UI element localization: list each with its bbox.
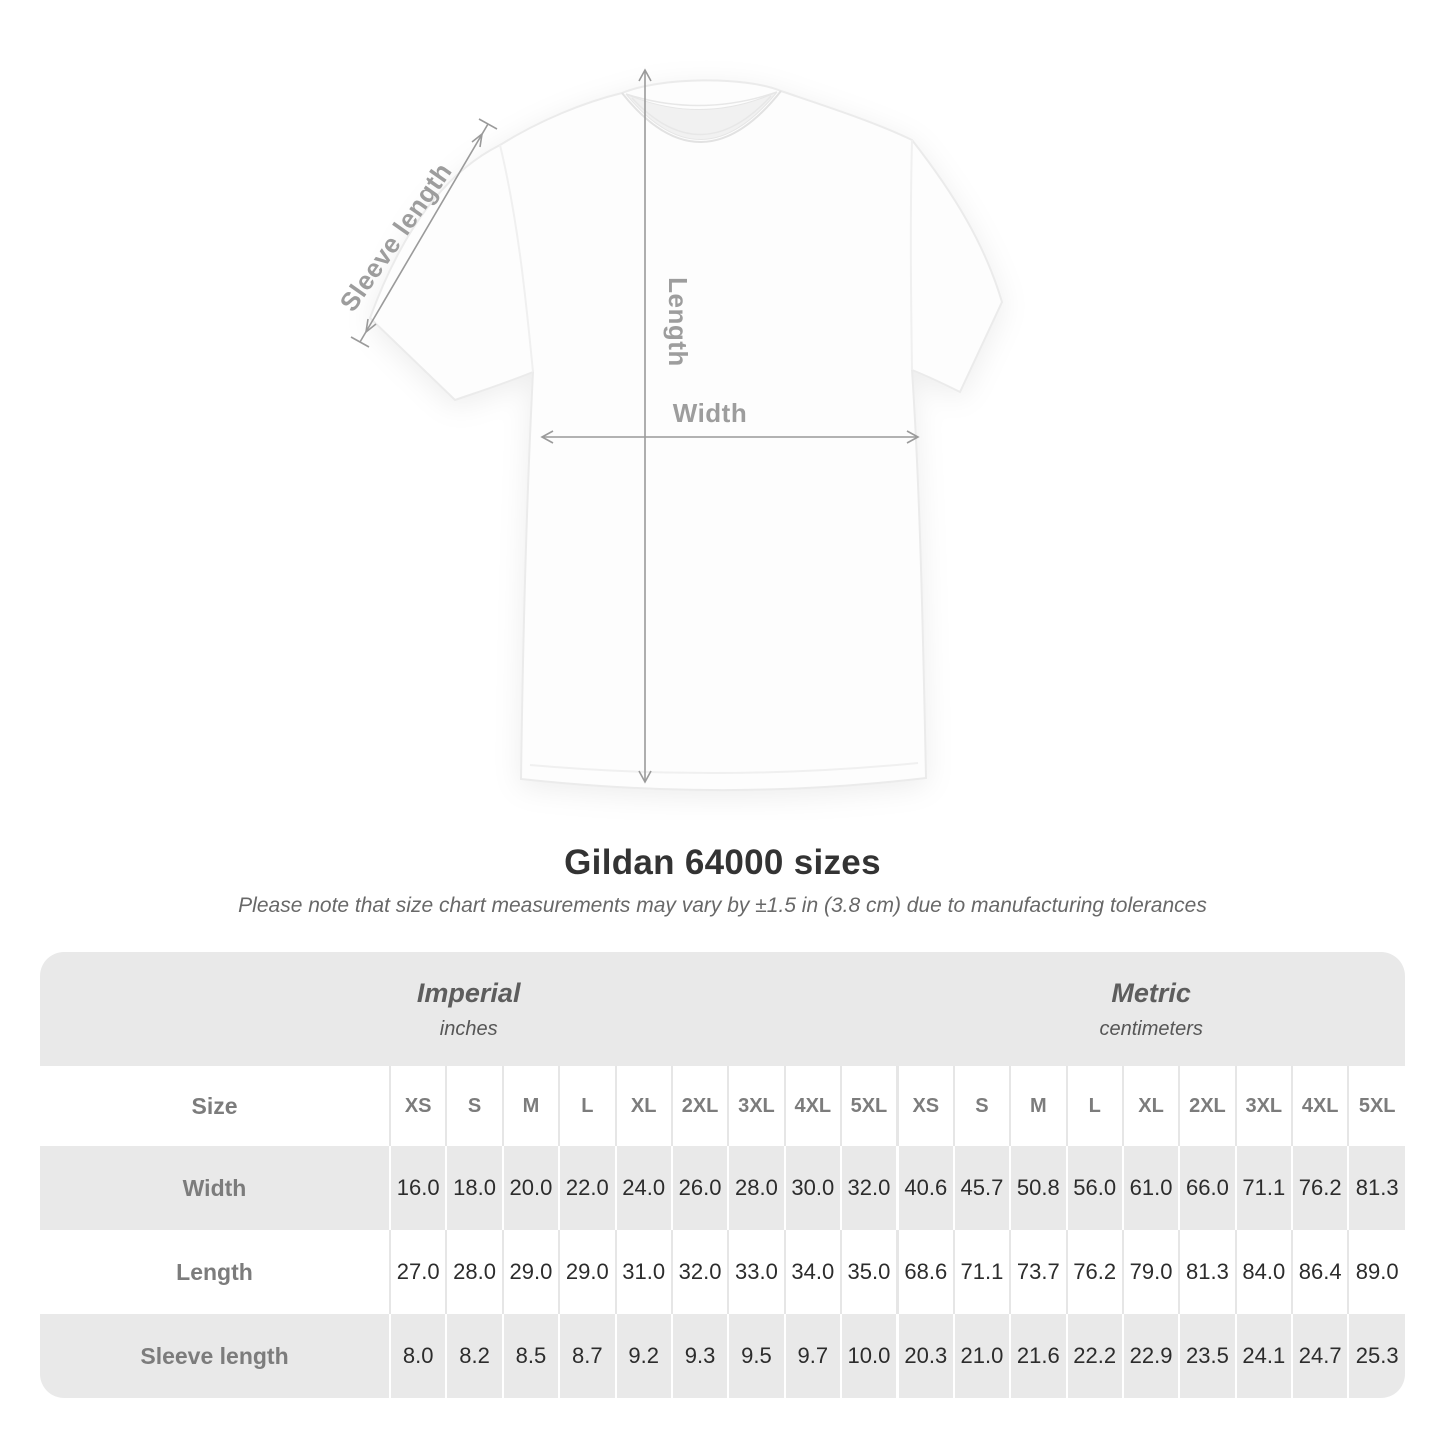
- table-cell: 45.7: [954, 1146, 1010, 1230]
- table-cell: 71.1: [954, 1230, 1010, 1314]
- table-cell: 27.0: [390, 1230, 446, 1314]
- unit-group-metric: [897, 952, 1405, 1066]
- size-table-grid: [40, 952, 1405, 1398]
- table-cell: 18.0: [446, 1146, 502, 1230]
- table-cell: 31.0: [616, 1230, 672, 1314]
- imperial-sublabel: inches: [439, 1017, 498, 1040]
- table-cell: 22.9: [1123, 1314, 1179, 1398]
- size-header-row: [40, 1066, 1405, 1146]
- unit-group-imperial: [40, 952, 897, 1066]
- table-cell: 29.0: [503, 1230, 559, 1314]
- metric-sublabel: centimeters: [1099, 1017, 1203, 1040]
- table-cell: 9.5: [728, 1314, 784, 1398]
- page-subtitle: Please note that size chart measurements may vary by ±1.5 in (3.8 cm) due to manufacturing tolerances: [238, 894, 1207, 917]
- size-header-cell: Size: [40, 1066, 390, 1146]
- table-cell: 89.0: [1348, 1230, 1405, 1314]
- table-cell: 24.1: [1236, 1314, 1292, 1398]
- length-label: Length: [663, 277, 693, 367]
- row-label: Sleeve length: [40, 1314, 390, 1398]
- table-cell: 8.5: [503, 1314, 559, 1398]
- table-cell: 9.2: [616, 1314, 672, 1398]
- table-cell: 28.0: [728, 1146, 784, 1230]
- table-cell: 20.0: [503, 1146, 559, 1230]
- size-col-header: S: [446, 1066, 502, 1146]
- table-cell: 16.0: [390, 1146, 446, 1230]
- page-title: Gildan 64000 sizes: [564, 843, 881, 882]
- table-cell: 76.2: [1067, 1230, 1123, 1314]
- right-sleeve-seam: [911, 140, 912, 370]
- table-row-sleeve-length: [40, 1314, 1405, 1398]
- imperial-label: Imperial: [416, 977, 521, 1008]
- table-cell: 8.7: [559, 1314, 615, 1398]
- size-col-header: 2XL: [1179, 1066, 1235, 1146]
- table-cell: 8.2: [446, 1314, 502, 1398]
- size-col-header: 5XL: [1348, 1066, 1405, 1146]
- metric-label: Metric: [1111, 977, 1191, 1008]
- size-col-header: M: [503, 1066, 559, 1146]
- table-cell: 29.0: [559, 1230, 615, 1314]
- table-cell: 34.0: [785, 1230, 841, 1314]
- table-cell: 8.0: [390, 1314, 446, 1398]
- size-col-header: M: [1010, 1066, 1066, 1146]
- size-col-header: S: [954, 1066, 1010, 1146]
- size-col-header: XS: [897, 1066, 953, 1146]
- size-col-header: L: [559, 1066, 615, 1146]
- table-cell: 79.0: [1123, 1230, 1179, 1314]
- row-label: Width: [40, 1146, 390, 1230]
- table-cell: 24.0: [616, 1146, 672, 1230]
- table-cell: 68.6: [897, 1230, 953, 1314]
- table-cell: 84.0: [1236, 1230, 1292, 1314]
- table-cell: 40.6: [897, 1146, 953, 1230]
- table-cell: 35.0: [841, 1230, 897, 1314]
- table-cell: 22.0: [559, 1146, 615, 1230]
- sleeve-length-label: Sleeve length: [333, 156, 458, 317]
- size-col-header: XS: [390, 1066, 446, 1146]
- table-cell: 24.7: [1292, 1314, 1348, 1398]
- width-label: Width: [672, 398, 748, 428]
- table-cell: 32.0: [841, 1146, 897, 1230]
- table-cell: 32.0: [672, 1230, 728, 1314]
- table-cell: 25.3: [1348, 1314, 1405, 1398]
- size-table: [40, 952, 1405, 1398]
- row-label: Length: [40, 1230, 390, 1314]
- tshirt-measurement-diagram: [330, 60, 1030, 820]
- table-cell: 71.1: [1236, 1146, 1292, 1230]
- tshirt-body: [370, 80, 1002, 790]
- table-cell: 33.0: [728, 1230, 784, 1314]
- size-col-header: 5XL: [841, 1066, 897, 1146]
- table-cell: 10.0: [841, 1314, 897, 1398]
- table-cell: 81.3: [1348, 1146, 1405, 1230]
- size-col-header: 3XL: [1236, 1066, 1292, 1146]
- table-cell: 26.0: [672, 1146, 728, 1230]
- size-col-header: 3XL: [728, 1066, 784, 1146]
- size-col-header: 2XL: [672, 1066, 728, 1146]
- table-cell: 61.0: [1123, 1146, 1179, 1230]
- table-cell: 86.4: [1292, 1230, 1348, 1314]
- table-cell: 22.2: [1067, 1314, 1123, 1398]
- table-cell: 50.8: [1010, 1146, 1066, 1230]
- table-cell: 30.0: [785, 1146, 841, 1230]
- size-col-header: 4XL: [1292, 1066, 1348, 1146]
- size-col-header: L: [1067, 1066, 1123, 1146]
- table-cell: 28.0: [446, 1230, 502, 1314]
- table-cell: 56.0: [1067, 1146, 1123, 1230]
- table-cell: 9.3: [672, 1314, 728, 1398]
- table-cell: 21.6: [1010, 1314, 1066, 1398]
- table-cell: 66.0: [1179, 1146, 1235, 1230]
- table-row-width: [40, 1146, 1405, 1230]
- table-cell: 9.7: [785, 1314, 841, 1398]
- table-cell: 73.7: [1010, 1230, 1066, 1314]
- table-cell: 21.0: [954, 1314, 1010, 1398]
- size-col-header: 4XL: [785, 1066, 841, 1146]
- table-row-length: [40, 1230, 1405, 1314]
- tshirt-diagram-svg: [330, 60, 1030, 820]
- table-cell: 23.5: [1179, 1314, 1235, 1398]
- table-cell: 76.2: [1292, 1146, 1348, 1230]
- unit-group-row: [40, 952, 1405, 1066]
- table-cell: 20.3: [897, 1314, 953, 1398]
- table-cell: 81.3: [1179, 1230, 1235, 1314]
- size-col-header: XL: [1123, 1066, 1179, 1146]
- size-col-header: XL: [616, 1066, 672, 1146]
